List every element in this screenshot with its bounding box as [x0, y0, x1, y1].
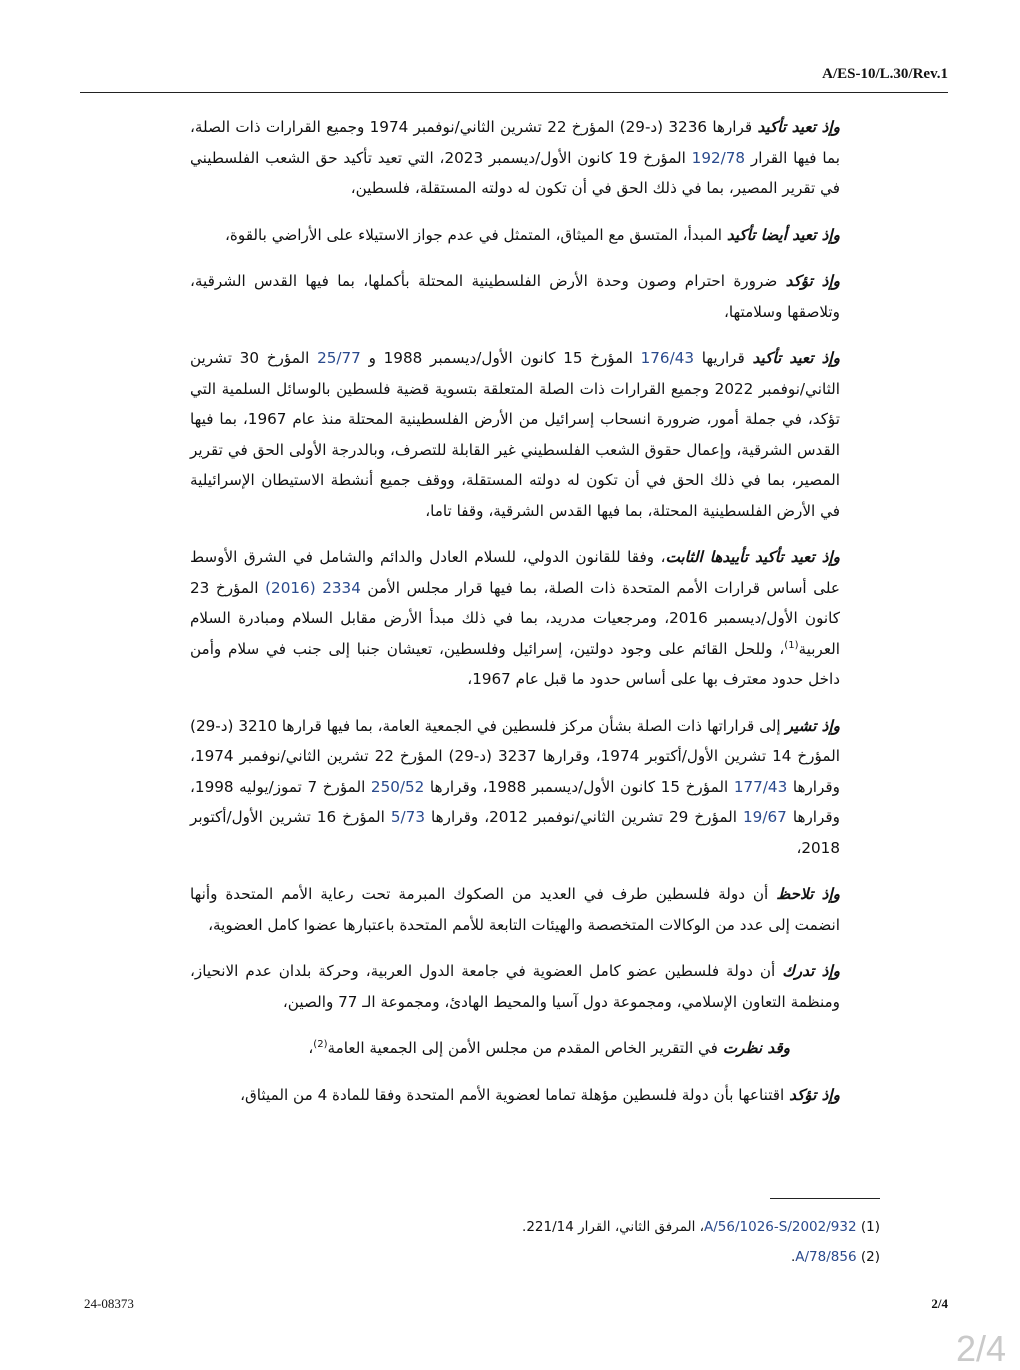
paragraph-text: المؤرخ 16 تشرين الأول/أكتوبر 2018،	[190, 808, 840, 857]
footnote-text: .	[790, 1249, 796, 1265]
paragraph-lead-phrase: وإذ تعيد تأكيد	[757, 118, 840, 136]
resolution-link[interactable]: 177/43	[733, 777, 788, 796]
paragraph-lead-phrase: وإذ تؤكد	[785, 272, 840, 290]
paragraph-lead-phrase: وإذ تشير	[785, 716, 840, 735]
footnote-rule	[770, 1198, 880, 1199]
paragraph-text: أن دولة فلسطين طرف في العديد من الصكوك المبرمة تحت رعاية الأمم المتحدة وأنها انضمت إلى عدد من الوكالات المتخصصة والهيئات التابعة للأمم المتحدة باعتبارها عضوا كامل العضوية،	[190, 885, 840, 934]
paragraph-text: المؤرخ 15 كانون الأول/ديسمبر 1988 و	[360, 349, 641, 367]
resolution-link[interactable]: 2334 (2016)	[265, 578, 361, 597]
footnote-marker[interactable]: (2)	[313, 1038, 328, 1050]
resolution-link[interactable]: 5/73	[390, 808, 425, 826]
paragraph-text: المبدأ، المتسق مع الميثاق، المتمثل في عدم جواز الاستيلاء على الأراضي بالقوة،	[225, 225, 727, 244]
paragraph-text: إلى قراراتها ذات الصلة بشأن مركز فلسطين في الجمعية العامة، بما فيها قرارها 3210 (د-29) المؤرخ 14 تشرين الأول/أكتوبر 1974، وقرارها 3237 (د-29) المؤرخ 22 تشرين الثاني/نوفمبر 1974، وقرارها	[190, 716, 840, 796]
document-symbol: A/ES-10/L.30/Rev.1	[822, 66, 948, 82]
preamble-paragraph	[190, 711, 840, 864]
document-body	[190, 112, 840, 1126]
preamble-paragraph	[190, 542, 840, 695]
paragraph-lead-phrase: وإذ تعيد تأكيد تأييدها الثابت	[665, 548, 841, 566]
footnote-text: ، المرفق الثاني، القرار 221/14.	[522, 1219, 705, 1235]
preamble-paragraph	[190, 220, 840, 251]
resolution-link[interactable]: 192/78	[691, 148, 746, 167]
document-number: 24-08373	[84, 1296, 134, 1311]
footnote-1	[380, 1212, 880, 1242]
resolution-link[interactable]: 25/77	[317, 349, 361, 367]
paragraph-text: قراريها	[694, 349, 753, 367]
footnote-reference-link[interactable]: A/56/1026-S/2002/932	[704, 1219, 857, 1235]
paragraph-lead-phrase: وإذ تعيد تأكيد	[752, 349, 840, 367]
paragraph-lead-phrase: وإذ تدرك	[782, 962, 841, 980]
resolution-link[interactable]: 250/52	[370, 777, 425, 796]
paragraph-text: المؤرخ 15 كانون الأول/ديسمبر 1988، وقرارها	[424, 777, 734, 796]
paragraph-text: أن دولة فلسطين عضو كامل العضوية في جامعة الدول العربية، وحركة بلدان عدم الانحياز، ومنظمة التعاون الإسلامي، ومجموعة دول آسيا والمحيط الهادئ، ومجموعة الـ 77 والصين،	[190, 962, 840, 1011]
footnote-number: (2)	[860, 1249, 880, 1265]
paragraph-text: اقتناعها بأن دولة فلسطين مؤهلة تماما لعضوية الأمم المتحدة وفقا للمادة 4 من الميثاق،	[240, 1085, 790, 1104]
paragraph-text: المؤرخ 29 تشرين الثاني/نوفمبر 2012، وقرارها	[425, 808, 743, 826]
paragraph-lead-phrase: وإذ تلاحظ	[776, 885, 840, 903]
paragraph-text: المؤرخ 7 تموز/يوليه 1998، وقرارها	[190, 777, 840, 826]
header-rule	[80, 92, 948, 93]
paragraph-text: المؤرخ 19 كانون الأول/ديسمبر 2023، التي تعيد تأكيد حق الشعب الفلسطيني في تقرير المصير، بما في ذلك الحق في أن تكون له دولته المستقلة، فلسطين،	[190, 148, 840, 197]
paragraph-text: المؤرخ 23 كانون الأول/ديسمبر 2016، ومرجعيات مدريد، بما في ذلك مبدأ الأرض مقابل السلام ومبادرة السلام العربية	[190, 578, 840, 658]
preamble-paragraph	[190, 266, 840, 327]
paragraph-lead-phrase: وقد نظرت	[722, 1039, 790, 1057]
preamble-paragraph	[190, 956, 840, 1017]
paragraph-lead-phrase: وإذ تؤكد	[789, 1085, 840, 1104]
footnote-marker[interactable]: (1)	[784, 639, 799, 651]
footnote-number: (1)	[860, 1219, 880, 1235]
footnote-reference-link[interactable]: A/78/856	[795, 1249, 857, 1265]
preamble-paragraph	[190, 1080, 840, 1111]
page-number: 2/4	[931, 1296, 948, 1311]
preamble-paragraph	[190, 112, 840, 204]
paragraph-text: في التقرير الخاص المقدم من مجلس الأمن إلى الجمعية العامة	[327, 1039, 723, 1057]
preamble-paragraph	[190, 343, 840, 526]
footnote-2	[380, 1242, 880, 1272]
paragraph-text: ، وفقا للقانون الدولي، للسلام العادل والدائم والشامل في الشرق الأوسط على أساس قرارات الأمم المتحدة ذات الصلة، بما فيها قرار مجلس الأمن	[190, 548, 840, 597]
paragraph-text: قرارها 3236 (د-29) المؤرخ 22 تشرين الثاني/نوفمبر 1974 وجميع القرارات ذات الصلة، بما فيها القرار	[190, 118, 840, 167]
preamble-paragraph	[190, 1033, 840, 1064]
resolution-link[interactable]: 19/67	[743, 808, 787, 826]
paragraph-text: المؤرخ 30 تشرين الثاني/نوفمبر 2022 وجميع القرارات ذات الصلة المتعلقة بتسوية قضية فلسطين بالوسائل السلمية التي تؤكد، في جملة أمور، ضرورة انسحاب إسرائيل من الأرض الفلسطينية المحتلة منذ عام 1967، بما فيها القدس الشرقية، وإعمال حقوق الشعب الفلسطيني غير القابلة للتصرف، وبالدرجة الأولى الحق في تقرير المصير، بما في ذلك الحق في أن تكون له دولته المستقلة، ووقف جميع أنشطة الاستيطان الإسرائيلية في الأرض الفلسطينية المحتلة، بما فيها القدس الشرقية، وقفا تاما،	[190, 349, 840, 520]
paragraph-lead-phrase: وإذ تعيد أيضا تأكيد	[726, 225, 840, 244]
paragraph-text: ،	[308, 1039, 314, 1057]
paragraph-text: ، وللحل القائم على وجود دولتين، إسرائيل وفلسطين، تعيشان جنبا إلى جنب في سلام وأمن داخل حدود معترف بها على أساس حدود ما قبل عام 1967،	[190, 639, 840, 688]
resolution-link[interactable]: 176/43	[640, 349, 695, 367]
page-indicator-watermark: 2/4	[955, 1328, 1006, 1369]
footnotes	[380, 1212, 880, 1272]
paragraph-text: ضرورة احترام وصون وحدة الأرض الفلسطينية المحتلة بأكملها، بما فيها القدس الشرقية، وتلاصقها وسلامتها،	[190, 272, 840, 321]
preamble-paragraph	[190, 879, 840, 940]
